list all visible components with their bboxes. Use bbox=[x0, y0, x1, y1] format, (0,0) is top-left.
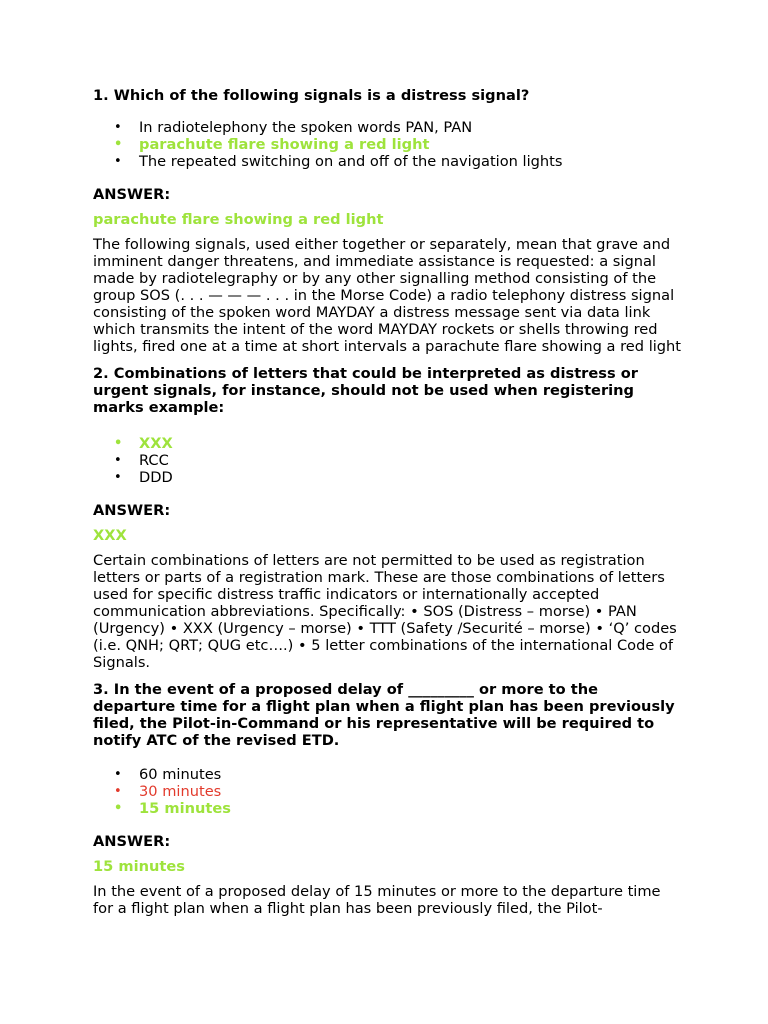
question-text: 2. Combinations of letters that could be interpreted as distress or urgent signals, for instance, should not be used when registering marks example: bbox=[93, 365, 638, 416]
option-item: • DDD bbox=[93, 469, 683, 486]
option-item-wrong: • 30 minutes bbox=[93, 783, 683, 800]
answer-value: parachute flare showing a red light bbox=[93, 211, 384, 228]
question-text: 3. In the event of a proposed delay of _________ or more to the departure time for a flight plan when a flight plan has been previously filed, the Pilot-in-Command or his representative will be required to notify ATC of the revised ETD. bbox=[93, 681, 675, 749]
question-text: 1. Which of the following signals is a distress signal? bbox=[93, 87, 530, 104]
answer-value: 15 minutes bbox=[93, 858, 185, 875]
option-item: • In radiotelephony the spoken words PAN, PAN bbox=[93, 119, 683, 136]
question-block-2 bbox=[93, 365, 683, 671]
options-list bbox=[93, 435, 683, 486]
answer-label: ANSWER: bbox=[93, 186, 171, 203]
options-list bbox=[93, 119, 683, 170]
answer-value: XXX bbox=[93, 527, 127, 544]
option-item: • 60 minutes bbox=[93, 766, 683, 783]
option-item-correct: • parachute flare showing a red light bbox=[93, 136, 683, 153]
answer-label: ANSWER: bbox=[93, 833, 171, 850]
answer-label: ANSWER: bbox=[93, 502, 171, 519]
option-item-correct: • 15 minutes bbox=[93, 800, 683, 817]
explanation-text: The following signals, used either together or separately, mean that grave and imminent danger threatens, and immediate assistance is requested: a signal made by radiotelegraphy or by any other signalling method consisting of the group SOS (. . . — — — . . . in the Morse Code) a radio telephony distress signal consisting of the spoken word MAYDAY a distress message sent via data link which transmits the intent of the word MAYDAY rockets or shells throwing red lights, fired one at a time at short intervals a parachute flare showing a red light bbox=[93, 236, 682, 355]
document-page bbox=[93, 87, 683, 927]
option-item: • RCC bbox=[93, 452, 683, 469]
question-block-1 bbox=[93, 87, 683, 355]
option-item-correct: • XXX bbox=[93, 435, 683, 452]
explanation-text: Certain combinations of letters are not permitted to be used as registration letters or parts of a registration mark. These are those combinations of letters used for specific distress traffic indicators or internationally accepted communication abbreviations. Specifically: • SOS (Distress – morse) • PAN (Urgency) • XXX (Urgency – morse) • TTT (Safety /Securité – morse) • ‘Q’ codes (i.e. QNH; QRT; QUG etc….) • 5 letter combinations of the international Code of Signals. bbox=[93, 552, 677, 671]
question-block-3 bbox=[93, 681, 683, 917]
options-list bbox=[93, 766, 683, 817]
option-item: • The repeated switching on and off of the navigation lights bbox=[93, 153, 683, 170]
explanation-text: In the event of a proposed delay of 15 minutes or more to the departure time for a flight plan when a flight plan has been previously filed, the Pilot- bbox=[93, 883, 661, 917]
